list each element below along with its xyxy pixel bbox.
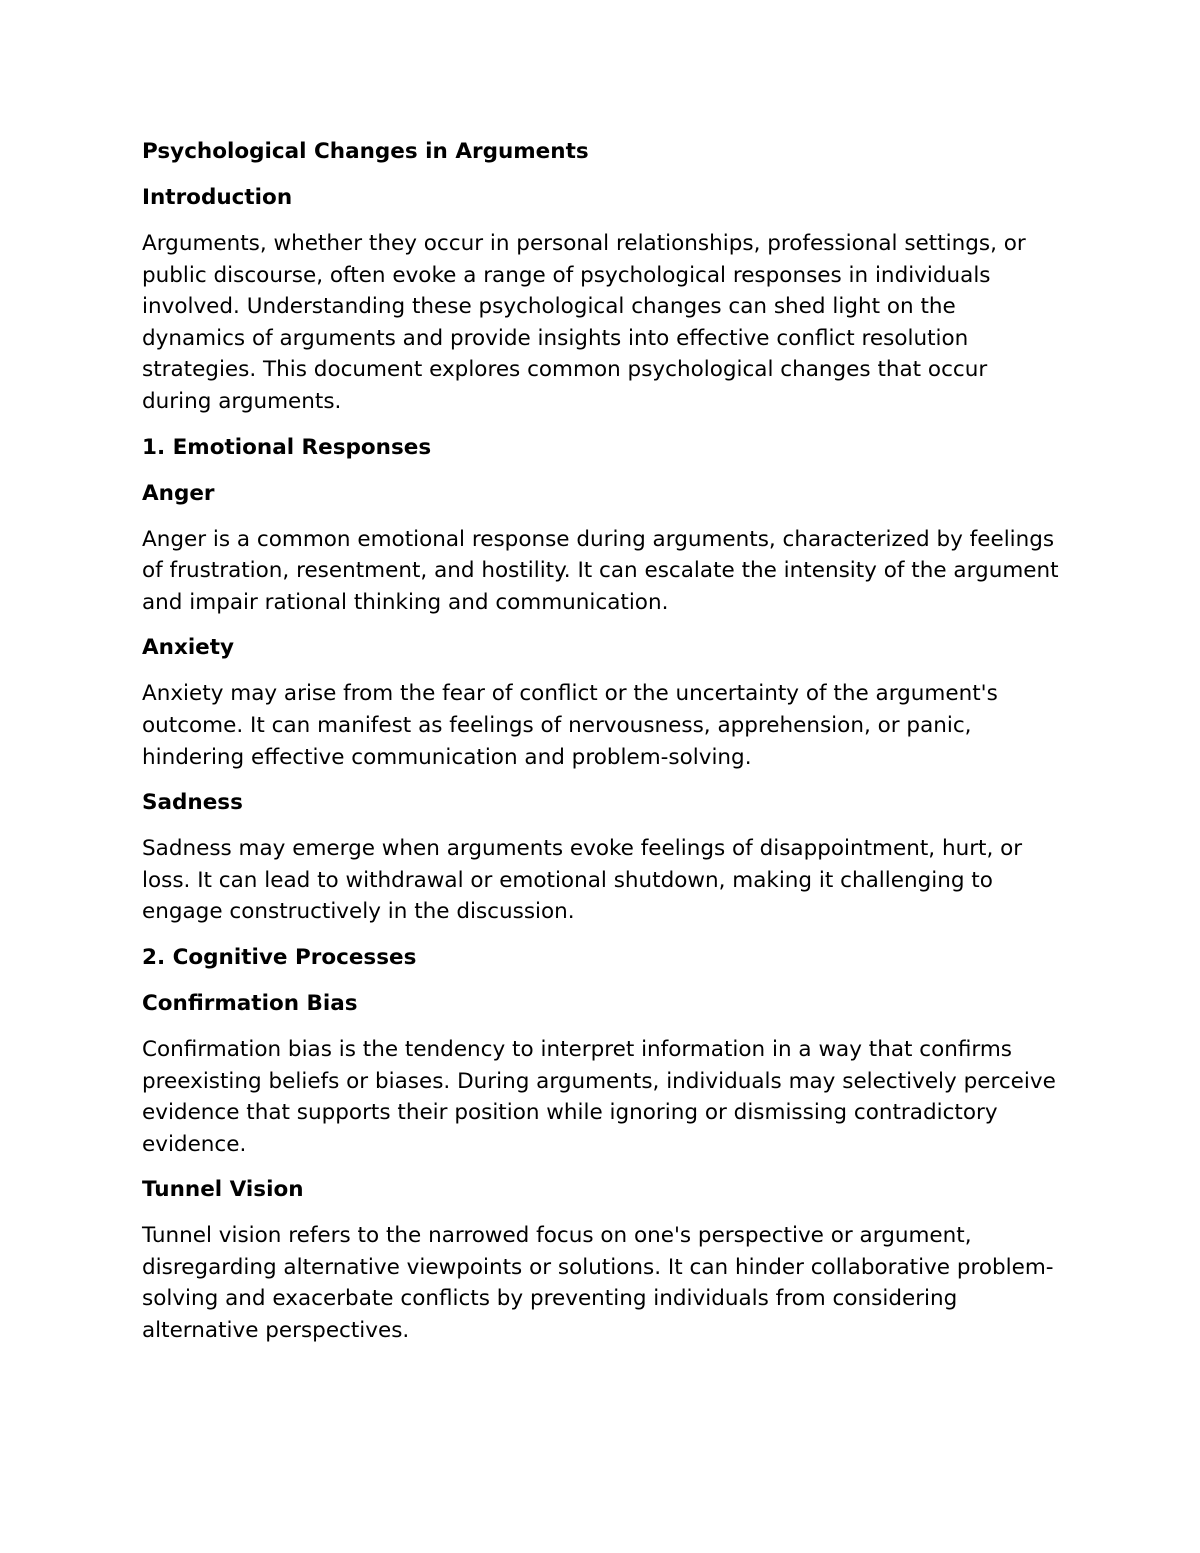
- section-heading-cognitive-processes: 2. Cognitive Processes: [142, 944, 417, 970]
- introduction-heading: Introduction: [142, 185, 293, 210]
- subsection-heading-confirmation-bias: Confirmation Bias: [142, 990, 358, 1016]
- tunnel-vision-paragraph: Tunnel vision refers to the narrowed focus on one's perspective or argument, disregarding alternative viewpoints or solutions. It can hinder collaborative problem-solving and exacerbate conflicts by preventing individuals from considering alternative perspectives.: [142, 1223, 1054, 1344]
- subsection-heading-anger: Anger: [142, 480, 215, 506]
- sadness-paragraph: Sadness may emerge when arguments evoke feelings of disappointment, hurt, or loss. It can lead to withdrawal or emotional shutdown, making it challenging to engage constructively in the discussion.: [142, 836, 1023, 925]
- anxiety-paragraph: Anxiety may arise from the fear of conflict or the uncertainty of the argument's outcome. It can manifest as feelings of nervousness, apprehension, or panic, hindering effective communication and problem-solving.: [142, 681, 998, 770]
- document-title: Psychological Changes in Arguments: [142, 139, 589, 164]
- document-page: [142, 136, 1062, 1361]
- confirmation-bias-paragraph: Confirmation bias is the tendency to interpret information in a way that confirms preexisting beliefs or biases. During arguments, individuals may selectively perceive evidence that supports their position while ignoring or dismissing contradictory evidence.: [142, 1036, 1056, 1157]
- section-heading-emotional-responses: 1. Emotional Responses: [142, 434, 432, 460]
- subsection-heading-anxiety: Anxiety: [142, 635, 235, 661]
- anger-paragraph: Anger is a common emotional response during arguments, characterized by feelings of frustration, resentment, and hostility. It can escalate the intensity of the argument and impair rational thinking and communication.: [142, 526, 1059, 615]
- subsection-heading-sadness: Sadness: [142, 790, 243, 816]
- subsection-heading-tunnel-vision: Tunnel Vision: [142, 1177, 304, 1203]
- introduction-paragraph: Arguments, whether they occur in personal relationships, professional settings, or public discourse, often evoke a range of psychological responses in individuals involved. Understanding these psychological changes can shed light on the dynamics of arguments and provide insights into effective conflict resolution strategies. This document explores common psychological changes that occur during arguments.: [142, 231, 1026, 414]
